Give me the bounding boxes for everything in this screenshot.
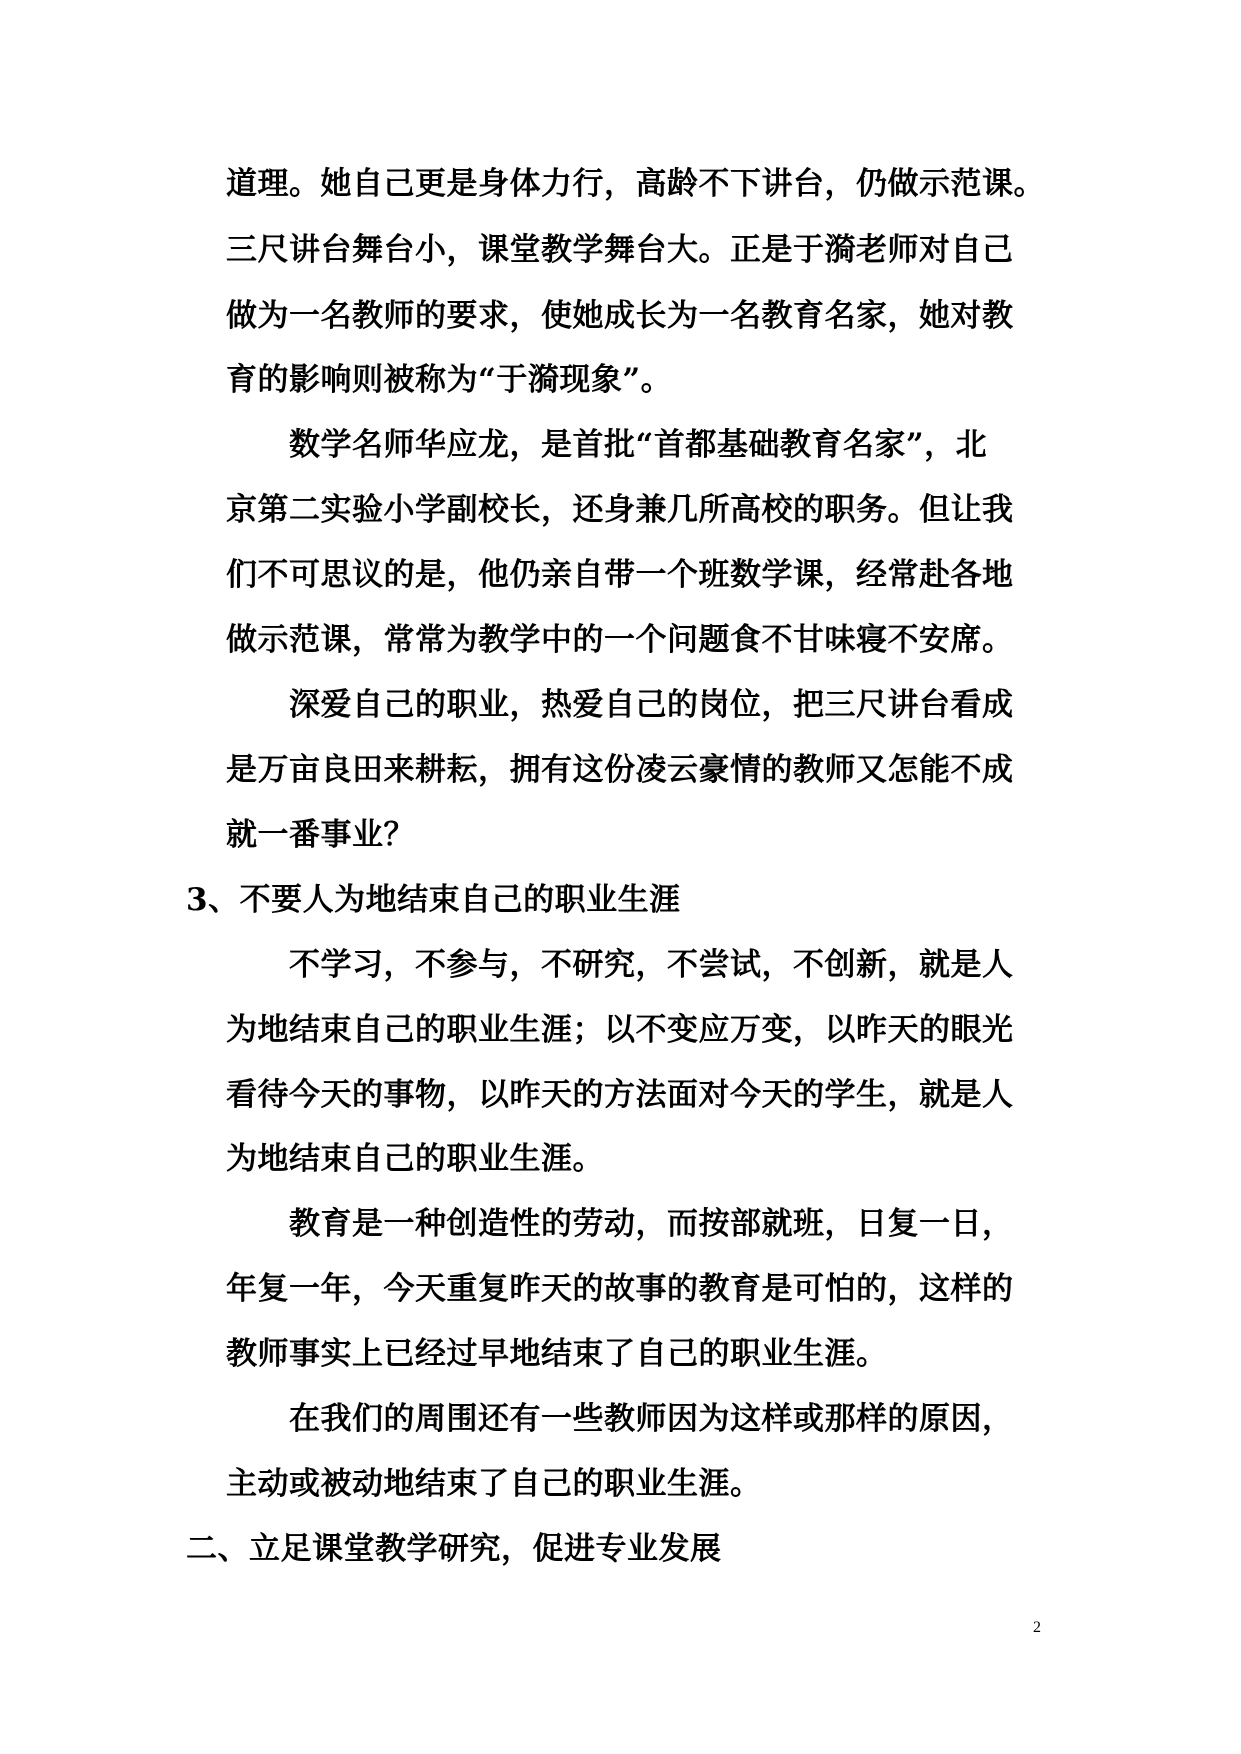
paragraph-start-line: 在我们的周围还有一些教师因为这样或那样的原因， [289,1401,1014,1437]
text-line: 三尺讲台舞台小，课堂教学舞台大。正是于漪老师对自己 [226,232,1014,268]
text-line: 教师事实上已经过早地结束了自己的职业生涯。 [226,1336,888,1372]
paragraph-start-line: 不学习，不参与，不研究，不尝试，不创新，就是人 [289,947,1014,983]
section-heading: 3、不要人为地结束自己的职业生涯 [186,882,681,918]
chapter-heading: 二、立足课堂教学研究，促进专业发展 [186,1531,722,1567]
text-line: 们不可思议的是，他仍亲自带一个班数学课，经常赴各地 [226,557,1014,593]
page-number: 2 [1033,1619,1041,1636]
text-line: 主动或被动地结束了自己的职业生涯。 [226,1466,762,1502]
text-line: 为地结束自己的职业生涯；以不变应万变，以昨天的眼光 [226,1012,1014,1048]
text-line: 育的影响则被称为“于漪现象”。 [226,362,673,398]
text-line: 道理。她自己更是身体力行，高龄不下讲台，仍做示范课。 [226,166,1045,202]
text-line: 京第二实验小学副校长，还身兼几所高校的职务。但让我 [226,492,1014,528]
text-line: 年复一年，今天重复昨天的故事的教育是可怕的，这样的 [226,1271,1014,1307]
paragraph-start-line: 教育是一种创造性的劳动，而按部就班，日复一日， [289,1206,1014,1242]
text-line: 就一番事业？ [226,817,415,853]
text-line: 为地结束自己的职业生涯。 [226,1141,604,1177]
paragraph-start-line: 深爱自己的职业，热爱自己的岗位，把三尺讲台看成 [289,687,1014,723]
text-line: 做为一名教师的要求，使她成长为一名教育名家，她对教 [226,298,1014,334]
paragraph-start-line: 数学名师华应龙，是首批“首都基础教育名家”，北 [289,427,988,463]
text-line: 看待今天的事物，以昨天的方法面对今天的学生，就是人 [226,1077,1014,1113]
text-line: 是万亩良田来耕耘，拥有这份凌云豪情的教师又怎能不成 [226,752,1014,788]
text-line: 做示范课，常常为教学中的一个问题食不甘味寝不安席。 [226,622,1014,658]
